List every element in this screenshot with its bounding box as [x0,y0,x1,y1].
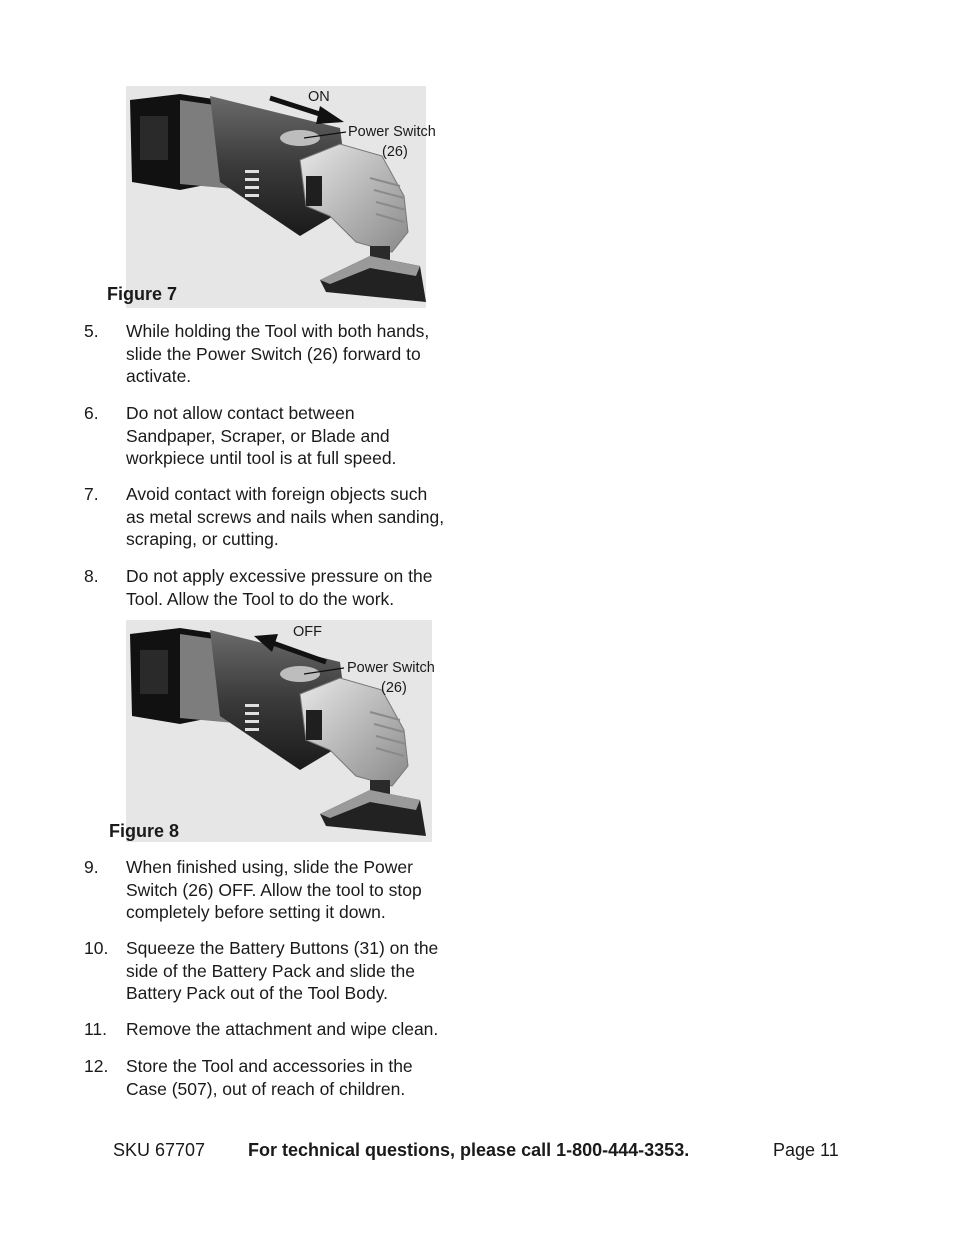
step-line: Battery Pack out of the Tool Body. [126,983,389,1004]
step-line: Case (507), out of reach of children. [126,1078,406,1099]
step-text [126,402,476,470]
step-line: Tool. Allow the Tool to do the work. [126,588,395,609]
direction-label-on: ON [308,89,330,105]
step-line: workpiece until tool is at full speed. [126,448,397,469]
footer-sku: SKU 67707 [113,1140,206,1160]
step-number: 8. [84,566,99,586]
step-number: 11. [84,1019,108,1039]
step-line: Do not apply excessive pressure on the [126,566,433,586]
step-line: When finished using, slide the Power [126,857,413,877]
power-switch-callout-line2: (26) [381,680,407,696]
step-line: Switch (26) OFF. Allow the tool to stop [126,879,422,900]
step-line: While holding the Tool with both hands, [126,321,430,341]
figure-7 [120,86,460,311]
step-line: as metal screws and nails when sanding, [126,506,445,527]
step-text [126,1055,476,1100]
step-text [126,565,476,610]
power-switch-callout-line1: Power Switch [348,124,436,140]
step-line: slide the Power Switch (26) forward to [126,343,421,364]
step-text [126,856,476,924]
step-number: 12. [84,1056,109,1076]
step-line: completely before setting it down. [126,902,386,923]
figure-7-label: Figure 7 [107,284,178,304]
power-switch-callout-line2: (26) [382,144,408,160]
step-line: Remove the attachment and wipe clean. [126,1019,439,1039]
figure-8-label: Figure 8 [109,821,180,841]
footer-support-phone: For technical questions, please call 1-800-444-3353. [248,1140,690,1160]
step-number: 5. [84,321,99,341]
step-line: activate. [126,366,192,387]
step-line: Avoid contact with foreign objects such [126,484,428,504]
step-text [126,483,476,551]
step-text [126,1018,476,1041]
direction-label-off: OFF [293,624,322,640]
step-number: 6. [84,403,99,423]
step-line: Squeeze the Battery Buttons (31) on the [126,938,439,958]
step-number: 9. [84,857,99,877]
tool-illustration-on [120,86,460,311]
tool-illustration-off [120,620,460,845]
step-number: 10. [84,938,109,958]
step-text [126,937,476,1005]
power-switch-callout-line1: Power Switch [347,660,435,676]
step-line: Sandpaper, Scraper, or Blade and [126,425,390,446]
step-line: scraping, or cutting. [126,529,279,550]
step-line: Do not allow contact between [126,403,355,423]
step-line: Store the Tool and accessories in the [126,1056,413,1076]
step-line: side of the Battery Pack and slide the [126,960,415,981]
figure-8 [120,620,460,845]
footer-page-number: Page 11 [773,1140,839,1160]
step-number: 7. [84,484,99,504]
step-text [126,320,476,388]
